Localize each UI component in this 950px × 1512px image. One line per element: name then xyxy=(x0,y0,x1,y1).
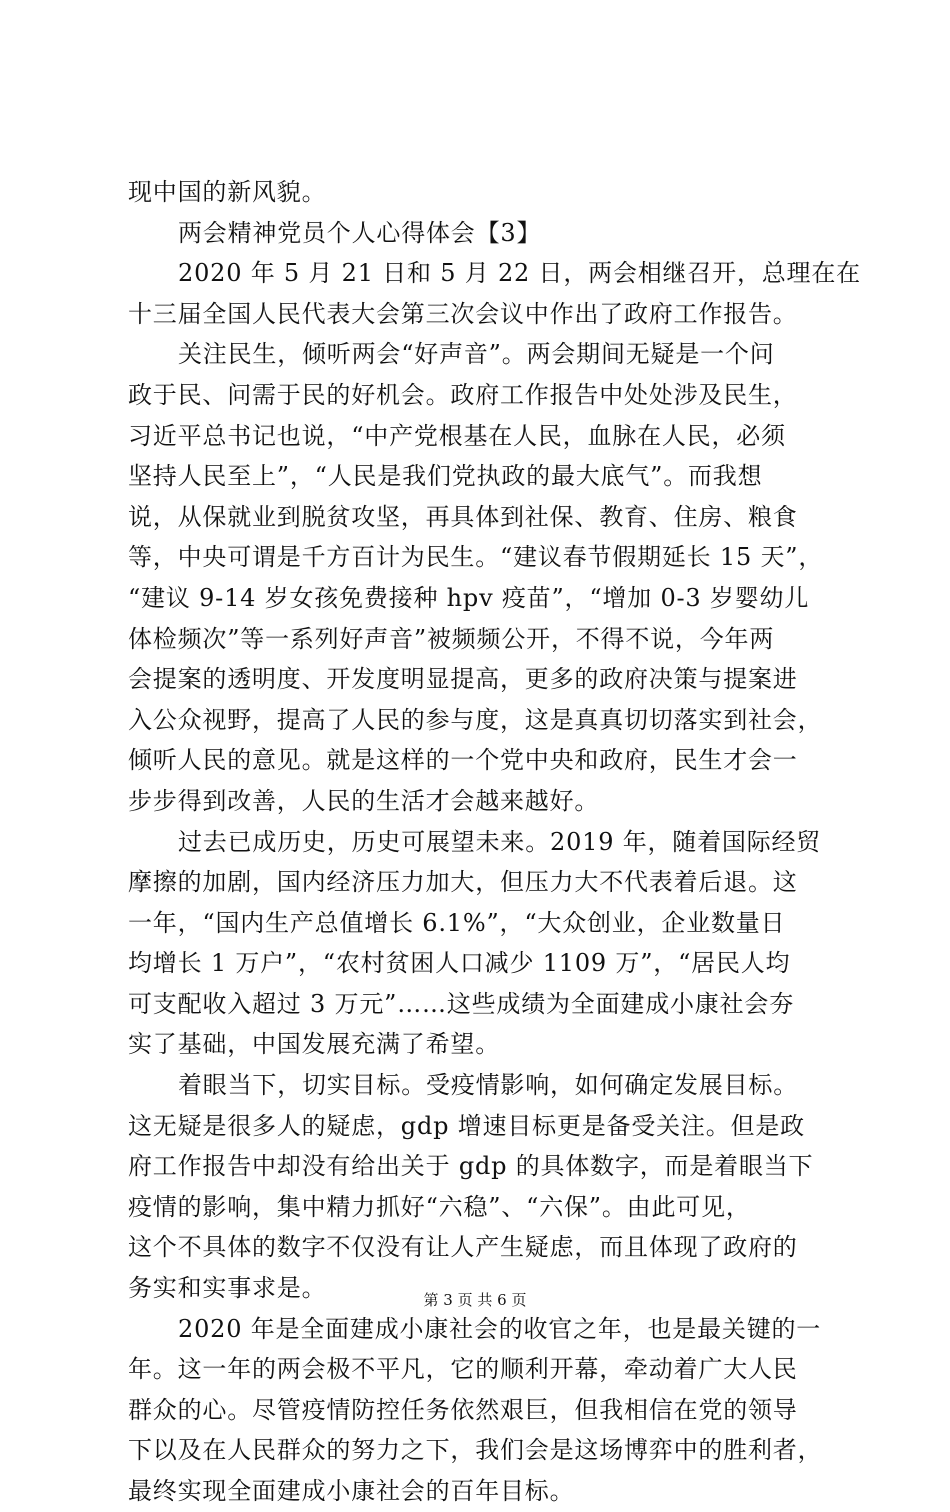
text-line: 等，中央可谓是千方百计为民生。“建议春节假期延长 15 天”， xyxy=(128,543,824,572)
text-line: 2020 年 5 月 21 日和 5 月 22 日，两会相继召开，总理在在 xyxy=(178,259,861,288)
text-line: 习近平总书记也说，“中产党根基在人民，血脉在人民，必须 xyxy=(128,421,786,450)
text-line: 会提案的透明度、开发度明显提高，更多的政府决策与提案进 xyxy=(128,665,798,694)
text-line: 实了基础，中国发展充满了希望。 xyxy=(128,1030,500,1059)
text-line: 这无疑是很多人的疑虑，gdp 增速目标更是备受关注。但是政 xyxy=(128,1111,805,1140)
text-line: 年。这一年的两会极不平凡，它的顺利开幕，牵动着广大人民 xyxy=(128,1355,798,1384)
text-line: 可支配收入超过 3 万元”……这些成绩为全面建成小康社会夯 xyxy=(128,989,794,1018)
text-line: 政于民、问需于民的好机会。政府工作报告中处处涉及民生， xyxy=(128,380,798,409)
text-line: 最终实现全面建成小康社会的百年目标。 xyxy=(128,1477,575,1505)
text-line: 府工作报告中却没有给出关于 gdp 的具体数字，而是着眼当下 xyxy=(128,1152,814,1181)
text-line: 这个不具体的数字不仅没有让人产生疑虑，而且体现了政府的 xyxy=(128,1233,798,1262)
text-line: 入公众视野，提高了人民的参与度，这是真真切切落实到社会， xyxy=(128,705,823,734)
text-line: 务实和实事求是。 xyxy=(128,1274,327,1303)
text-line: 下以及在人民群众的努力之下，我们会是这场博弈中的胜利者， xyxy=(128,1436,823,1465)
text-line: 过去已成历史，历史可展望未来。2019 年，随着国际经贸 xyxy=(178,827,822,856)
text-line: 倾听人民的意见。就是这样的一个党中央和政府，民生才会一 xyxy=(128,746,798,775)
text-line: 一年，“国内生产总值增长 6.1%”，“大众创业，企业数量日 xyxy=(128,908,786,937)
document-body xyxy=(128,172,861,1512)
text-line: 十三届全国人民代表大会第三次会议中作出了政府工作报告。 xyxy=(128,299,798,328)
text-line: 现中国的新风貌。 xyxy=(128,178,327,206)
text-line: 均增长 1 万户”，“农村贫困人口减少 1109 万”，“居民人均 xyxy=(128,949,791,978)
text-line: 关注民生，倾听两会“好声音”。两会期间无疑是一个问 xyxy=(178,340,775,369)
text-line: “建议 9-14 岁女孩免费接种 hpv 疫苗”，“增加 0-3 岁婴幼儿 xyxy=(128,583,810,612)
text-line: 2020 年是全面建成小康社会的收官之年，也是最关键的一 xyxy=(178,1314,822,1343)
section-heading: 两会精神党员个人心得体会【3】 xyxy=(178,218,542,247)
text-line: 步步得到改善，人民的生活才会越来越好。 xyxy=(128,786,600,815)
text-line: 摩擦的加剧，国内经济压力加大，但压力大不代表着后退。这 xyxy=(128,868,798,897)
text-line: 疫情的影响，集中精力抓好“六稳”、“六保”。由此可见， xyxy=(128,1192,751,1221)
text-line: 群众的心。尽管疫情防控任务依然艰巨，但我相信在党的领导 xyxy=(128,1395,798,1424)
text-line: 坚持人民至上”，“人民是我们党执政的最大底气”。而我想 xyxy=(128,462,763,491)
text-line: 说，从保就业到脱贫攻坚，再具体到社保、教育、住房、粮食 xyxy=(128,502,798,531)
page-number-footer: 第 3 页 共 6 页 xyxy=(423,1291,527,1309)
text-line: 着眼当下，切实目标。受疫情影响，如何确定发展目标。 xyxy=(178,1071,798,1100)
text-line: 体检频次”等一系列好声音”被频频公开，不得不说，今年两 xyxy=(128,624,775,653)
